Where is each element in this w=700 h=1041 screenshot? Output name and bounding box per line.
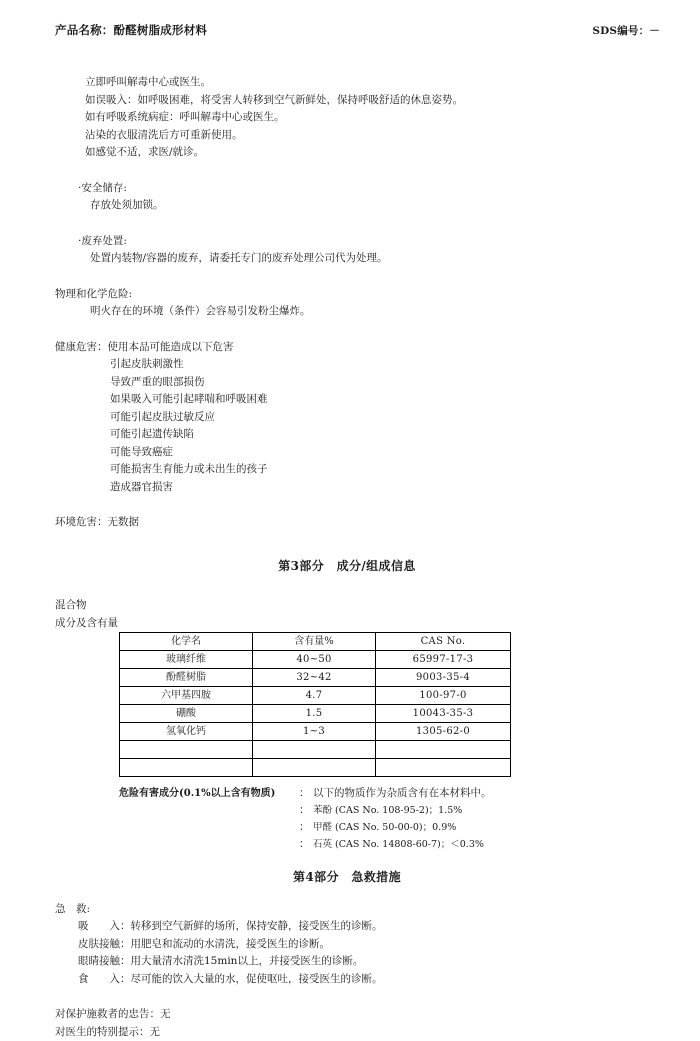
first-aid-action-text: 尽可能的饮入大量的水，促使呕吐，接受医生的诊断。 [131,971,383,989]
impurity-note-colon: ： [299,819,313,836]
disposal-block [0,233,700,268]
advice-for-doctor: 对医生的特别提示：无 [0,1024,700,1041]
sds-number-header: SDS编号：－ [592,23,660,38]
spacer [0,532,700,558]
health-hazard-item: 可能导致癌症 [0,444,700,462]
column-header-cas-no: CAS No. [376,633,511,651]
disposal-body: 处置内装物/容器的废弃，请委托专门的废弃处理公司代为处理。 [0,250,700,268]
cell-cas-no: 10043-35-3 [376,705,511,723]
spacer [0,215,700,233]
cell-chemical-name: 六甲基四胺 [120,687,253,705]
safe-storage-block [0,180,700,215]
first-aid-measure-row [0,936,700,954]
first-aid-line: 如感觉不适，求医/就诊。 [0,144,700,162]
column-header-content: 含有量% [253,633,376,651]
cell-cas-no: 9003-35-4 [376,669,511,687]
cell-chemical-name: 氢氧化钙 [120,723,253,741]
table-row-empty [120,759,511,777]
impurity-note-text: 甲醛 (CAS No. 50-00-0)；0.9% [313,819,456,836]
cell-cas-no: 65997-17-3 [376,651,511,669]
health-hazard-block [0,339,700,497]
health-hazard-item: 可能引起遗传缺陷 [0,426,700,444]
cell-content: 1.5 [253,705,376,723]
spacer [0,268,700,286]
impurity-note-row [119,802,700,819]
impurity-note-label: 危险有害成分(0.1%以上含有物质) [119,785,299,802]
table-row [120,723,511,741]
cell-content: 40~50 [253,651,376,669]
cell-content: 1~3 [253,723,376,741]
composition-table-wrapper [0,632,700,777]
safe-storage-body: 存放处须加锁。 [0,197,700,215]
spacer [0,575,700,597]
first-aid-label: 急 救: [0,901,700,919]
first-aid-measures-block [0,918,700,988]
cell-content [253,741,376,759]
table-row [120,669,511,687]
first-aid-statements-block [0,74,700,162]
impurity-note-block [0,785,700,853]
page-header [55,22,660,38]
first-aid-action-text: 用肥皂和流动的水清洗，接受医生的诊断。 [131,936,331,954]
disposal-title: ·废弃处置: [0,233,700,251]
impurity-note-text: 以下的物质作为杂质含有在本材料中。 [313,785,492,802]
physical-chemical-hazard-block [0,286,700,321]
health-hazard-item: 可能引起皮肤过敏反应 [0,409,700,427]
impurity-note-row [119,836,700,853]
spacer [0,777,700,785]
cell-chemical-name: 酚醛树脂 [120,669,253,687]
environmental-hazard-text: 环境危害：无数据 [0,514,700,532]
first-aid-route-label: 眼睛接触： [78,953,131,971]
spacer [0,162,700,180]
column-header-chemical-name: 化学名 [120,633,253,651]
spacer [0,321,700,339]
first-aid-line: 如有呼吸系统病症：呼叫解毒中心或医生。 [0,109,700,127]
health-hazard-item: 引起皮肤刺激性 [0,356,700,374]
first-aid-route-label: 食 入： [78,971,131,989]
first-aid-action-text: 用大量清水清洗15min以上，并接受医生的诊断。 [131,953,364,971]
document-body [0,74,700,1041]
first-aid-route-label: 皮肤接触： [78,936,131,954]
composition-table [119,632,511,777]
cell-chemical-name [120,741,253,759]
impurity-note-colon: ： [299,785,313,802]
table-row [120,687,511,705]
impurity-note-text: 石英 (CAS No. 14808-60-7)；＜0.3% [313,836,484,853]
table-row-empty [120,741,511,759]
first-aid-measure-row [0,971,700,989]
table-row [120,651,511,669]
cell-cas-no [376,741,511,759]
mixture-label: 混合物 [0,597,700,615]
impurity-note-colon: ： [299,836,313,853]
impurity-note-colon: ： [299,802,313,819]
cell-cas-no [376,759,511,777]
safe-storage-title: ·安全储存: [0,180,700,198]
spacer [0,496,700,514]
composition-label: 成分及含有量 [0,615,700,633]
table-row [120,705,511,723]
section-3-title: 第3部分 成分/组成信息 [0,558,700,576]
product-name-header: 产品名称：酚醛树脂成形材料 [55,22,207,38]
first-aid-line: 如误吸入：如呼吸困难，将受害人转移到空气新鲜处，保持呼吸舒适的休息姿势。 [0,92,700,110]
first-aid-route-label: 吸 入： [78,918,131,936]
table-header-row [120,633,511,651]
cell-content [253,759,376,777]
health-hazard-intro-row [0,339,700,357]
cell-content: 4.7 [253,687,376,705]
health-hazard-label: 健康危害： [55,339,108,357]
cell-chemical-name: 玻璃纤维 [120,651,253,669]
cell-chemical-name: 硼酸 [120,705,253,723]
impurity-note-row [119,785,700,802]
first-aid-line: 沾染的衣服清洗后方可重新使用。 [0,127,700,145]
impurity-note-row [119,819,700,836]
spacer [0,988,700,1006]
first-aid-line: 立即呼叫解毒中心或医生。 [0,74,700,92]
spacer [0,887,700,901]
health-hazard-item: 可能损害生育能力或未出生的孩子 [0,461,700,479]
impurity-note-text: 苯酚 (CAS No. 108-95-2)；1.5% [313,802,462,819]
cell-cas-no: 1305-62-0 [376,723,511,741]
advice-for-rescuer: 对保护施救者的忠告：无 [0,1006,700,1024]
cell-content: 32~42 [253,669,376,687]
first-aid-action-text: 转移到空气新鲜的场所，保持安静，接受医生的诊断。 [131,918,383,936]
physical-chemical-hazard-body: 明火存在的环境（条件）会容易引发粉尘爆炸。 [0,303,700,321]
health-hazard-intro: 使用本品可能造成以下危害 [108,339,234,357]
cell-cas-no: 100-97-0 [376,687,511,705]
section-4-title: 第4部分 急救措施 [0,869,700,887]
health-hazard-item: 导致严重的眼部损伤 [0,374,700,392]
health-hazard-item: 造成器官损害 [0,479,700,497]
first-aid-measure-row [0,918,700,936]
physical-chemical-hazard-title: 物理和化学危险: [0,286,700,304]
spacer [0,853,700,869]
health-hazard-item: 如果吸入可能引起哮喘和呼吸困难 [0,391,700,409]
cell-chemical-name [120,759,253,777]
first-aid-measure-row [0,953,700,971]
